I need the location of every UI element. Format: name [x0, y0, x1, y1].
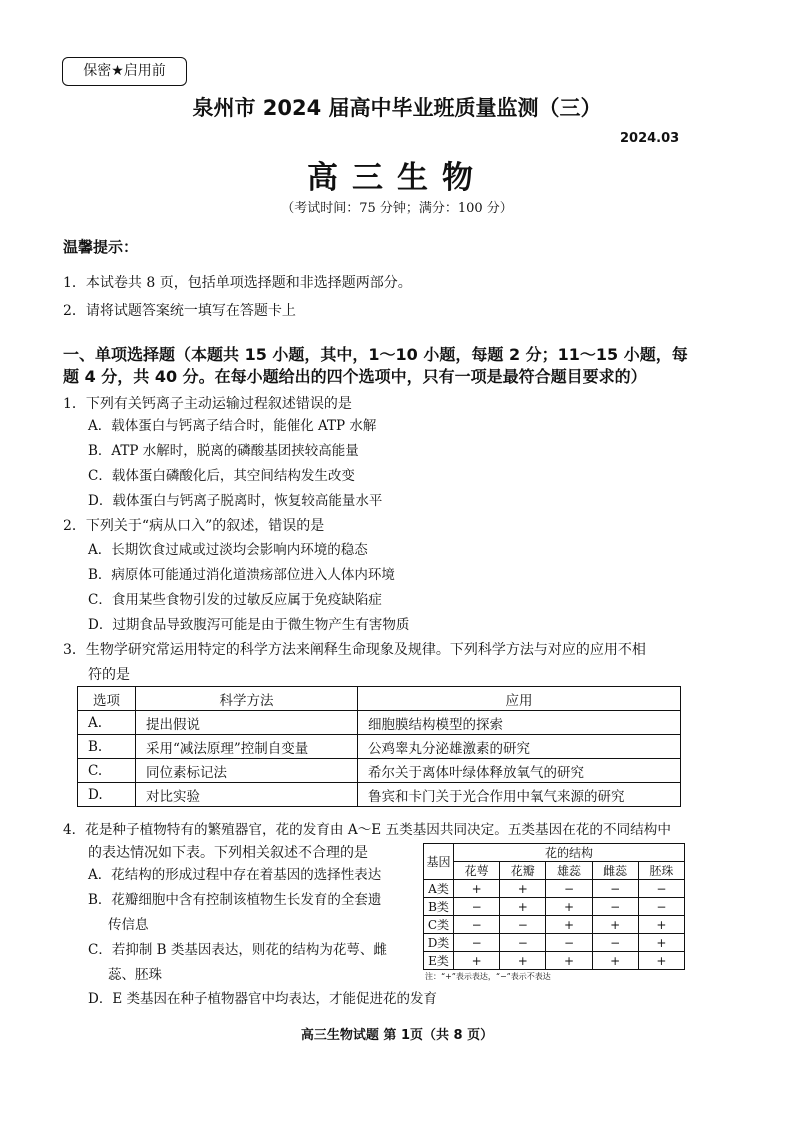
- section-heading: [63, 344, 735, 388]
- table-header: 雄蕊: [546, 862, 592, 880]
- exam-date: 2024.03: [620, 131, 680, 146]
- table-header-row: [78, 687, 681, 711]
- q1-option-c: C．载体蛋白磷酸化后，其空间结构发生改变: [88, 468, 355, 484]
- table-cell: +: [638, 952, 684, 970]
- gene-expression-table: [423, 843, 685, 970]
- table-row: [424, 898, 685, 916]
- table-header: 花的结构: [454, 844, 685, 862]
- table-row: [78, 783, 681, 807]
- table-cell: −: [592, 898, 638, 916]
- table-cell: +: [546, 916, 592, 934]
- option-line: A．花结构的形成过程中存在着基因的选择性表达: [88, 867, 382, 883]
- table-header: 选项: [78, 687, 136, 711]
- q4-option-b: [88, 888, 418, 938]
- exam-info: （考试时间：75 分钟；满分：100 分）: [281, 201, 513, 216]
- table-cell: 对比实验: [136, 783, 358, 807]
- q2-option-c: C．食用某些食物引发的过敏反应属于免疫缺陷症: [88, 592, 382, 608]
- table-cell: A.: [78, 711, 136, 735]
- exam-title: 泉州市 2024 届高中毕业班质量监测（三）: [192, 96, 602, 120]
- table-cell: −: [500, 916, 546, 934]
- table-cell: 鲁宾和卡门关于光合作用中氧气来源的研究: [358, 783, 681, 807]
- question-4-stem: 4．花是种子植物特有的繁殖器官，花的发育由 A～E 五类基因共同决定。五类基因在花的不同结构中: [63, 822, 671, 838]
- option-line: D．E 类基因在种子植物器官中均表达，才能促进花的发育: [88, 991, 437, 1007]
- table-cell: +: [638, 916, 684, 934]
- q1-option-a: A．载体蛋白与钙离子结合时，能催化 ATP 水解: [88, 418, 377, 434]
- table-row: [424, 916, 685, 934]
- table-cell: +: [500, 952, 546, 970]
- q2-option-b: B．病原体可能通过消化道溃疡部位进入人体内环境: [88, 567, 395, 583]
- confidential-label: 保密★启用前: [62, 57, 187, 86]
- q2-option-a: A．长期饮食过咸或过淡均会影响内环境的稳态: [88, 542, 368, 558]
- row-label: C类: [424, 916, 454, 934]
- table-cell: +: [500, 898, 546, 916]
- q1-option-d: D．载体蛋白与钙离子脱离时，恢复较高能量水平: [88, 493, 383, 509]
- section-heading-line: 题 4 分，共 40 分。在每小题给出的四个选项中，只有一项是最符合题目要求的）: [63, 367, 647, 386]
- section-heading-line: 一、单项选择题（本题共 15 小题，其中，1～10 小题，每题 2 分；11～15 小题，每: [63, 345, 688, 364]
- table-row: [424, 880, 685, 898]
- question-3-stem: 3．生物学研究常运用特定的科学方法来阐释生命现象及规律。下列科学方法与对应的应用不相: [63, 642, 646, 658]
- question-2-stem: 2．下列关于“病从口入”的叙述，错误的是: [63, 518, 325, 534]
- option-line: B．花瓣细胞中含有控制该植物生长发育的全套遗: [88, 892, 382, 908]
- row-label: D类: [424, 934, 454, 952]
- option-line: C．若抑制 B 类基因表达，则花的结构为花萼、雌: [88, 942, 387, 958]
- table-cell: −: [546, 934, 592, 952]
- question-1-stem: 1．下列有关钙离子主动运输过程叙述错误的是: [63, 396, 352, 412]
- table-cell: 提出假说: [136, 711, 358, 735]
- table-cell: +: [500, 880, 546, 898]
- table-cell: −: [454, 934, 500, 952]
- table-cell: −: [638, 880, 684, 898]
- table-header: 基因: [424, 844, 454, 880]
- table-cell: −: [454, 898, 500, 916]
- table-row: [424, 952, 685, 970]
- table-cell: 同位素标记法: [136, 759, 358, 783]
- table-header-row: [424, 862, 685, 880]
- table-row: [78, 711, 681, 735]
- table-header: 花萼: [454, 862, 500, 880]
- option-line: 传信息: [108, 917, 149, 933]
- table-header: 雌蕊: [592, 862, 638, 880]
- table-note: 注：“+”表示表达，“−”表示不表达: [425, 972, 551, 981]
- row-label: E类: [424, 952, 454, 970]
- subject-title: 高三生物: [307, 160, 487, 196]
- table-cell: −: [454, 916, 500, 934]
- q4-option-a: [88, 864, 418, 886]
- table-cell: −: [546, 880, 592, 898]
- q1-option-b: B．ATP 水解时，脱离的磷酸基团挟较高能量: [88, 443, 359, 459]
- table-cell: 采用“减法原理”控制自变量: [136, 735, 358, 759]
- table-cell: C.: [78, 759, 136, 783]
- table-row: [78, 735, 681, 759]
- table-cell: +: [454, 880, 500, 898]
- table-cell: +: [454, 952, 500, 970]
- table-cell: +: [638, 934, 684, 952]
- table-row: [78, 759, 681, 783]
- tips-title: 温馨提示：: [63, 238, 139, 256]
- table-cell: −: [592, 880, 638, 898]
- row-label: B类: [424, 898, 454, 916]
- table-header: 花瓣: [500, 862, 546, 880]
- table-cell: D.: [78, 783, 136, 807]
- table-header: 科学方法: [136, 687, 358, 711]
- table-cell: 细胞膜结构模型的探索: [358, 711, 681, 735]
- table-row: [424, 934, 685, 952]
- tip-item: 2．请将试题答案统一填写在答题卡上: [63, 303, 296, 319]
- table-cell: 希尔关于离体叶绿体释放氧气的研究: [358, 759, 681, 783]
- science-methods-table: [77, 686, 681, 807]
- page-footer: 高三生物试题 第 1页（共 8 页）: [300, 1028, 494, 1043]
- table-cell: +: [546, 898, 592, 916]
- table-header-row: [424, 844, 685, 862]
- table-header: 胚珠: [638, 862, 684, 880]
- table-cell: −: [638, 898, 684, 916]
- q4-option-d: [88, 988, 568, 1010]
- q4-option-c: [88, 938, 418, 988]
- question-4-stem-cont: 的表达情况如下表。下列相关叙述不合理的是: [88, 845, 368, 861]
- q2-option-d: D．过期食品导致腹泻可能是由于微生物产生有害物质: [88, 617, 410, 633]
- table-cell: −: [500, 934, 546, 952]
- table-cell: +: [592, 916, 638, 934]
- tip-item: 1．本试卷共 8 页，包括单项选择题和非选择题两部分。: [63, 275, 412, 291]
- option-line: 蕊、胚珠: [108, 967, 162, 983]
- table-cell: +: [592, 952, 638, 970]
- table-cell: +: [546, 952, 592, 970]
- table-cell: −: [592, 934, 638, 952]
- question-3-stem-cont: 符的是: [88, 667, 130, 683]
- row-label: A类: [424, 880, 454, 898]
- table-cell: 公鸡睾丸分泌雄激素的研究: [358, 735, 681, 759]
- table-header: 应用: [358, 687, 681, 711]
- table-cell: B.: [78, 735, 136, 759]
